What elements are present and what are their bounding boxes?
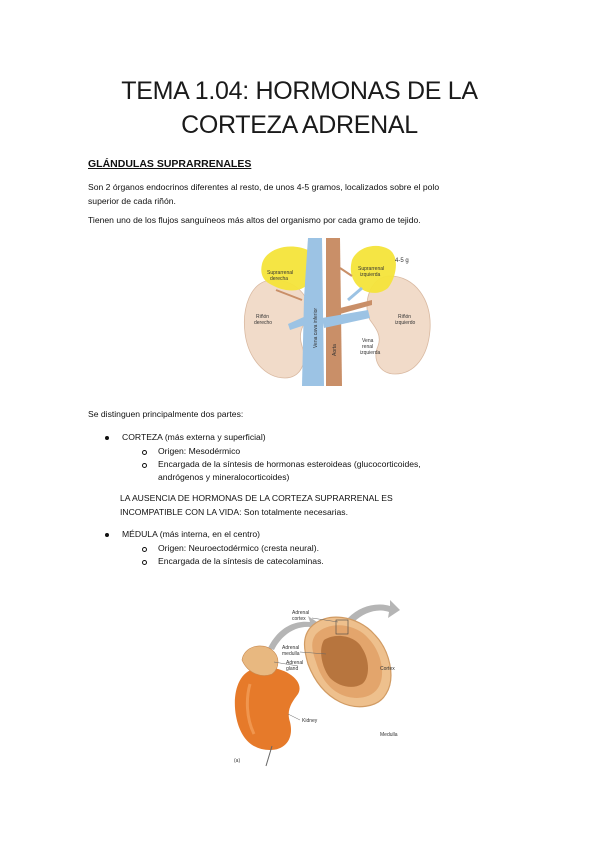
label-cortex: Cortex: [380, 666, 395, 672]
label-medulla: Medulla: [380, 732, 398, 738]
label-weight: 4-5 g: [395, 258, 409, 264]
label-adrenal-gland-1: Adrenal: [286, 660, 304, 666]
page-title: [0, 74, 599, 142]
note-line-1: LA AUSENCIA DE HORMONAS DE LA CORTEZA SUPRARRENAL ES: [120, 493, 393, 503]
paragraph-blood-flow: Tienen uno de los flujos sanguíneos más altos del organismo por cada gramo de tejido.: [88, 215, 421, 225]
paragraph-intro-line-2: superior de cada riñón.: [88, 196, 176, 206]
label-aorta: Aorta: [332, 344, 338, 356]
aorta: [326, 238, 342, 386]
section-heading: GLÁNDULAS SUPRARRENALES: [88, 158, 252, 170]
sub-bullet-circle: [142, 547, 147, 552]
label-kidney: Kidney: [302, 718, 318, 724]
label-adrenal-gland-2: gland: [286, 666, 299, 672]
list-subitem-corteza-function-2: andrógenos y mineralocorticoides): [158, 472, 290, 482]
sub-bullet-circle: [142, 560, 147, 565]
label-kidney-left-1: Riñón: [398, 314, 412, 320]
paragraph-two-parts: Se distinguen principalmente dos partes:: [88, 409, 244, 419]
label-supra-right-2: derecha: [270, 276, 289, 282]
label-kidney-left-2: izquierdo: [395, 320, 416, 326]
list-subitem-medula-function: Encargada de la síntesis de catecolaminas.: [158, 556, 324, 566]
label-vena-renal-1: Vena: [362, 338, 374, 344]
label-adrenal-medulla-2: medulla: [282, 651, 300, 657]
sub-bullet-circle: [142, 463, 147, 468]
label-adrenal-medulla-1: Adrenal: [282, 645, 300, 651]
paragraph-intro: [88, 180, 508, 208]
label-supra-left-2: izquierda: [360, 272, 381, 278]
label-kidney-right-2: derecho: [254, 320, 273, 326]
label-adrenal-cortex-2: cortex: [292, 616, 306, 622]
adrenal-section-figure: [228, 598, 414, 768]
label-vena-renal-2: renal: [362, 344, 374, 350]
sub-bullet-circle: [142, 450, 147, 455]
list-subitem-medula-origin: Origen: Neuroectodérmico (cresta neural).: [158, 543, 319, 553]
list-item-corteza: CORTEZA (más externa y superficial): [122, 432, 266, 442]
label-vena-renal-3: izquierda: [360, 350, 381, 356]
note-line-2: INCOMPATIBLE CON LA VIDA: Son totalmente necesarias.: [120, 507, 348, 517]
list-subitem-corteza-origin: Origen: Mesodérmico: [158, 446, 241, 456]
list-item-medula: MÉDULA (más interna, en el centro): [122, 529, 261, 539]
paragraph-intro-line-1: Son 2 órganos endocrinos diferentes al resto, de unos 4-5 gramos, localizados sobre el polo: [88, 182, 440, 192]
adrenal-kidney-figure: [240, 238, 440, 386]
adrenal-gland: [242, 646, 278, 676]
bullet-dot-corteza: [105, 436, 109, 440]
note-corteza-essential: [120, 491, 480, 519]
label-panel: (a): [234, 758, 241, 764]
label-vena-cava: Vena cava inferior: [313, 307, 319, 348]
title-line-1: TEMA 1.04: HORMONAS DE LA: [121, 77, 478, 105]
label-supra-left-1: Suprarrenal: [358, 266, 385, 272]
list-subitem-corteza-function-1: Encargada de la síntesis de hormonas esteroideas (glucocorticoides,: [158, 459, 421, 469]
label-supra-right-1: Suprarrenal: [267, 270, 294, 276]
label-kidney-right-1: Riñón: [256, 314, 270, 320]
bullet-dot-medula: [105, 533, 109, 537]
title-line-2: CORTEZA ADRENAL: [181, 111, 418, 139]
kidney: [235, 667, 300, 750]
arrow-right: [348, 600, 400, 622]
right-kidney: [244, 280, 309, 378]
label-adrenal-cortex-1: Adrenal: [292, 610, 310, 616]
